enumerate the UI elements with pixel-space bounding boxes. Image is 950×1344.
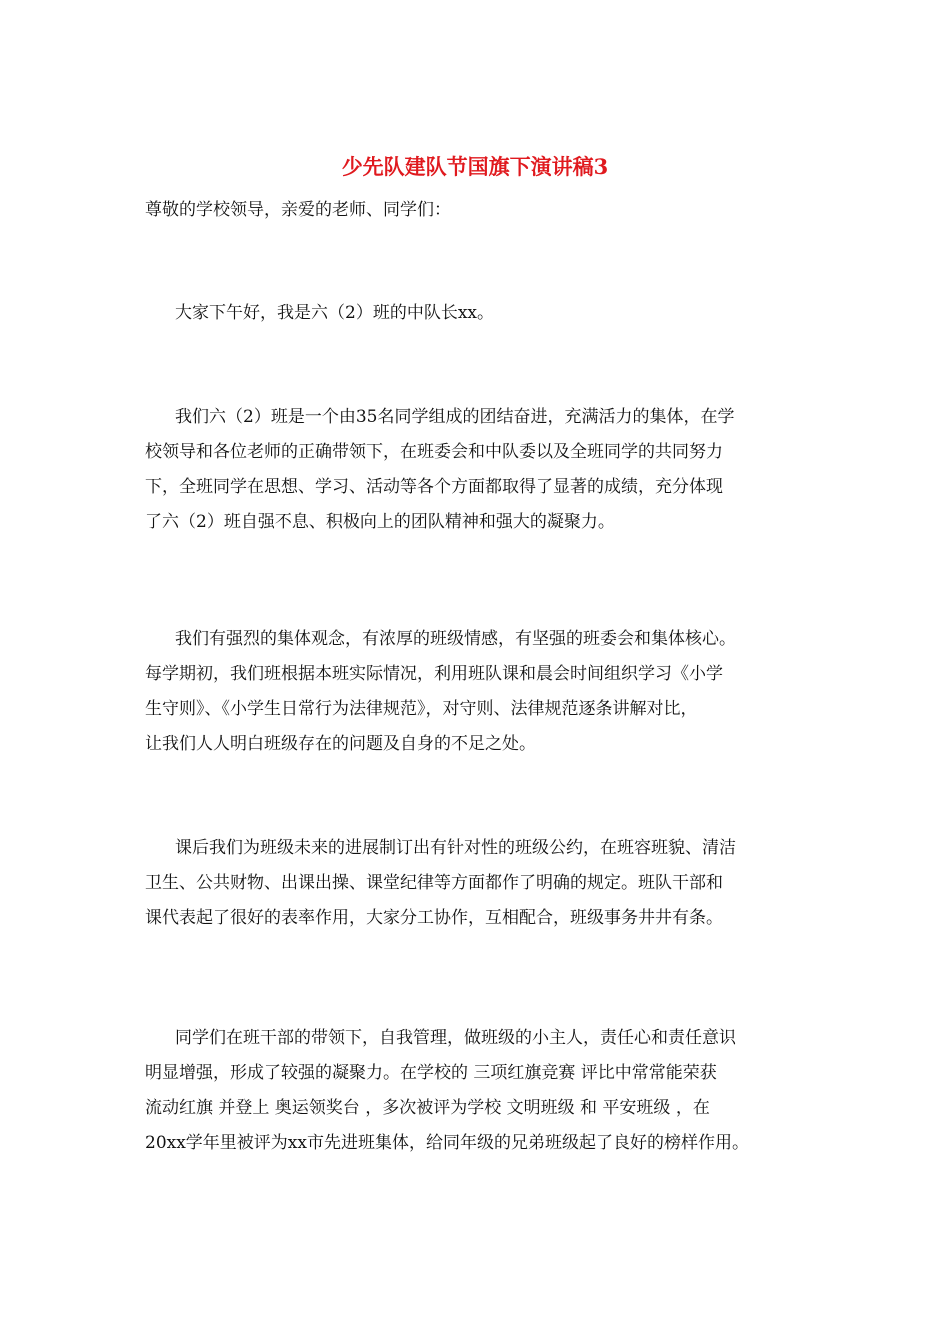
paragraph-line: 卫生、公共财物、出课出操、课堂纪律等方面都作了明确的规定。班队干部和 xyxy=(145,873,723,893)
paragraph-class-rules xyxy=(145,831,825,936)
greeting: 尊敬的学校领导，亲爱的老师、同学们： xyxy=(145,200,451,220)
document-title: 少先队建队节国旗下演讲稿3 xyxy=(341,154,609,179)
paragraph-achievements xyxy=(145,1021,825,1161)
paragraph-line: 课后我们为班级未来的进展制订出有针对性的班级公约，在班容班貌、清洁 xyxy=(175,838,736,858)
paragraph-line: 20xx学年里被评为xx市先进班集体，给同年级的兄弟班级起了良好的榜样作用。 xyxy=(145,1133,749,1153)
paragraph-intro xyxy=(145,296,825,331)
paragraph-line: 了六（2）班自强不息、积极向上的团队精神和强大的凝聚力。 xyxy=(145,512,615,532)
paragraph-line: 生守则》、《小学生日常行为法律规范》，对守则、法律规范逐条讲解对比， xyxy=(145,699,698,719)
paragraph-collective-values xyxy=(145,622,825,762)
paragraph-line: 明显增强，形成了较强的凝聚力。在学校的 三项红旗竞赛 评比中常常能荣获 xyxy=(145,1063,717,1083)
paragraph-class-overview xyxy=(145,400,825,540)
paragraph-line: 每学期初，我们班根据本班实际情况，利用班队课和晨会时间组织学习《小学 xyxy=(145,664,723,684)
paragraph-line: 同学们在班干部的带领下，自我管理，做班级的小主人，责任心和责任意识 xyxy=(175,1028,736,1048)
paragraph-line: 课代表起了很好的表率作用，大家分工协作，互相配合，班级事务井井有条。 xyxy=(145,908,723,928)
paragraph-line: 大家下午好，我是六（2）班的中队长xx。 xyxy=(175,303,494,323)
paragraph-line: 我们有强烈的集体观念，有浓厚的班级情感，有坚强的班委会和集体核心。 xyxy=(175,629,736,649)
paragraph-line: 让我们人人明白班级存在的问题及自身的不足之处。 xyxy=(145,734,536,754)
paragraph-line: 我们六（2）班是一个由35名同学组成的团结奋进，充满活力的集体，在学 xyxy=(175,407,735,427)
paragraph-line: 流动红旗 并登上 奥运领奖台 ，多次被评为学校 文明班级 和 平安班级 ，在 xyxy=(145,1098,710,1118)
paragraph-line: 下，全班同学在思想、学习、活动等各个方面都取得了显著的成绩，充分体现 xyxy=(145,477,723,497)
paragraph-line: 校领导和各位老师的正确带领下，在班委会和中队委以及全班同学的共同努力 xyxy=(145,442,723,462)
